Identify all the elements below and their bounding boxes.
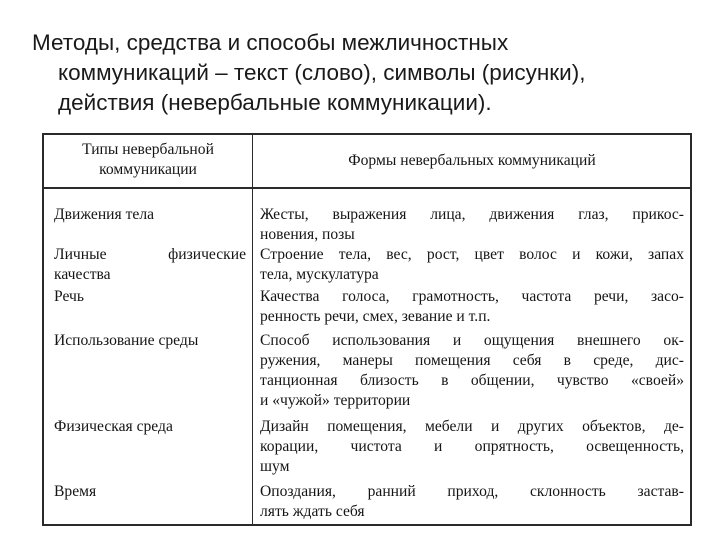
slide-heading bbox=[32, 28, 702, 118]
table-row-form: Опоздания, ранний приход, склонность застав- лять ждать себя bbox=[260, 483, 684, 520]
table-header bbox=[44, 135, 690, 189]
nonverbal-communication-table bbox=[42, 133, 692, 526]
header-col-forms: Формы невербальных коммуникаций bbox=[348, 152, 596, 169]
table-row-type: Физическая среда bbox=[54, 418, 173, 435]
table-row-type: Использование среды bbox=[54, 332, 199, 349]
table-row-form: Строение тела, вес, рост, цвет волос и кожи, запах тела, мускулатура bbox=[260, 246, 684, 283]
table-row-type: Речь bbox=[54, 288, 84, 305]
table-row-type: Движения тела bbox=[54, 206, 155, 223]
table-row-form: Жесты, выражения лица, движения глаз, прикос- новения, позы bbox=[260, 206, 684, 243]
heading-line-2: коммуникаций – текст (слово), символы (рисунки), bbox=[58, 60, 586, 85]
table-row-form: Способ использования и ощущения внешнего ок- ружения, манеры помещения себя в среде, дис- танционная близость в общении, чувство «своей» и «чужой» территории bbox=[260, 332, 684, 409]
table-row-type: Время bbox=[54, 483, 97, 500]
heading-line-1: Методы, средства и способы межличностных bbox=[32, 30, 509, 55]
table-row-form: Дизайн помещения, мебели и других объектов, де- корации, чистота и опрятность, освещенность, шум bbox=[260, 418, 684, 475]
heading-line-3: действия (невербальные коммуникации). bbox=[58, 90, 492, 115]
column-divider bbox=[252, 135, 253, 524]
table-row-form: Качества голоса, грамотность, частота речи, засо- ренность речи, смех, зевание и т.п. bbox=[260, 288, 684, 325]
header-col-types: Типы невербальной коммуникации bbox=[82, 141, 214, 178]
table-row-type: Личные физические качества bbox=[54, 246, 246, 283]
